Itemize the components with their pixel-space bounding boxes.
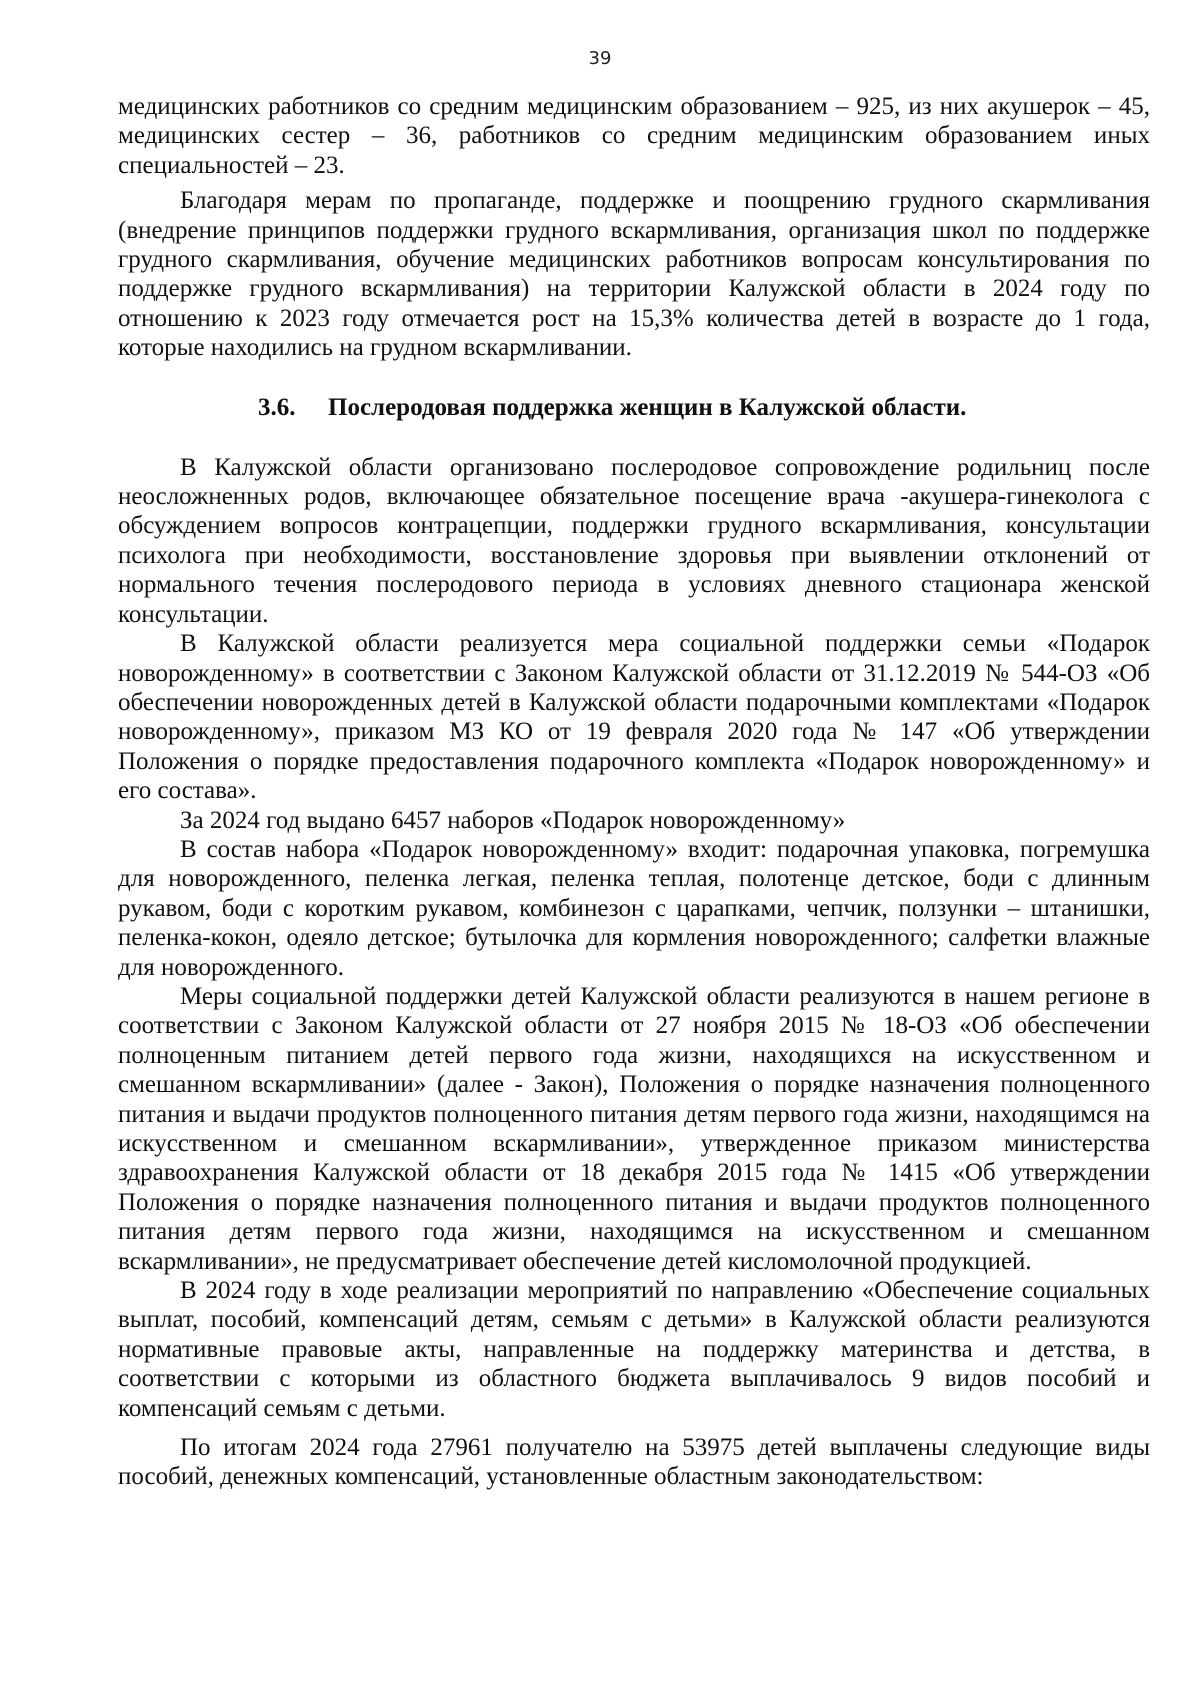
paragraph-social-payments: В 2024 году в ходе реализации мероприятий по направлению «Обеспечение социальных выплат, пособий, компенсаций детям, семьям с детьми» в Калужской области реализуются нормативные правовые акты, направленные на поддержку материнства и детства, в соответствии с которыми из областного бюджета выплачивалось 9 видов пособий и компенсаций семьям с детьми. <box>118 1277 1150 1422</box>
paragraph-payment-results: По итогам 2024 года 27961 получателю на 53975 детей выплачены следующие виды пособий, денежных компенсаций, установленные областным законодательством: <box>118 1434 1150 1491</box>
paragraph-gift-contents: В состав набора «Подарок новорожденному» входит: подарочная упаковка, погремушка для новорожденного, пеленка легкая, пеленка теплая, полотенце детское, боди с длинным рукавом, боди с коротким рукавом, комбинезон с царапками, чепчик, ползунки – штанишки, пеленка-кокон, одеяло детское; бутылочка для кормления новорожденного; салфетки влажные для новорожденного. <box>118 835 1150 981</box>
document-body <box>118 92 1150 1492</box>
page-number: 39 <box>588 48 612 69</box>
paragraph-postpartum-support: В Калужской области организовано послеродовое сопровождение родильниц после неосложненных родов, включающее обязательное посещение врача -акушера-гинеколога с обсуждением вопросов контрацепции, поддержки грудного вскармливания, консультации психолога при необходимости, восстановление здоровья при выявлении отклонений от нормального течения послеродового периода в условиях дневного стационара женской консультации. <box>118 453 1150 628</box>
paragraph-gift-count: За 2024 год выдано 6457 наборов «Подарок новорожденному» <box>180 806 846 834</box>
paragraph-breastfeeding: Благодаря мерам по пропаганде, поддержке и поощрению грудного скармливания (внедрение принципов поддержки грудного вскармливания, организация школ по поддержке грудного скармливания, обучение медицинских работников вопросам консультирования по поддержке грудного вскармливания) на территории Калужской области в 2024 году по отношению к 2023 году отмечается рост на 15,3% количества детей в возрасте до 1 года, которые находились на грудном вскармливании. <box>118 187 1150 362</box>
paragraph-nutrition-law: Меры социальной поддержки детей Калужской области реализуются в нашем регионе в соответствии с Законом Калужской области от 27 ноября 2015 № 18-ОЗ «Об обеспечении полноценным питанием детей первого года жизни, находящихся на искусственном и смешанном вскармливании» (далее - Закон), Положения о порядке назначения полноценного питания и выдачи продуктов полноценного питания детям первого года жизни, находящимся на искусственном и смешанном вскармливании», утвержденное приказом министерства здравоохранения Калужской области от 18 декабря 2015 года № 1415 «Об утверждении Положения о порядке назначения полноценного питания и выдачи продуктов полноценного питания детям первого года жизни, находящимся на искусственном и смешанном вскармливании», не предусматривает обеспечение детей кисломолочной продукцией. <box>118 982 1150 1275</box>
paragraph-gift-law: В Калужской области реализуется мера социальной поддержки семьи «Подарок новорожденному» в соответствии с Законом Калужской области от 31.12.2019 № 544-ОЗ «Об обеспечении новорожденных детей в Калужской области подарочными комплектами «Подарок новорожденному», приказом МЗ КО от 19 февраля 2020 года № 147 «Об утверждении Положения о порядке предоставления подарочного комплекта «Подарок новорожденному» и его состава». <box>118 630 1150 805</box>
section-title: Послеродовая поддержка женщин в Калужской области. <box>328 393 967 421</box>
section-heading <box>118 393 1150 423</box>
paragraph-staff-counts: медицинских работников со средним медицинским образованием – 925, из них акушерок – 45, медицинских сестер – 36, работников со средним медицинским образованием иных специальностей – 23. <box>118 93 1150 179</box>
section-number: 3.6. <box>258 393 296 421</box>
